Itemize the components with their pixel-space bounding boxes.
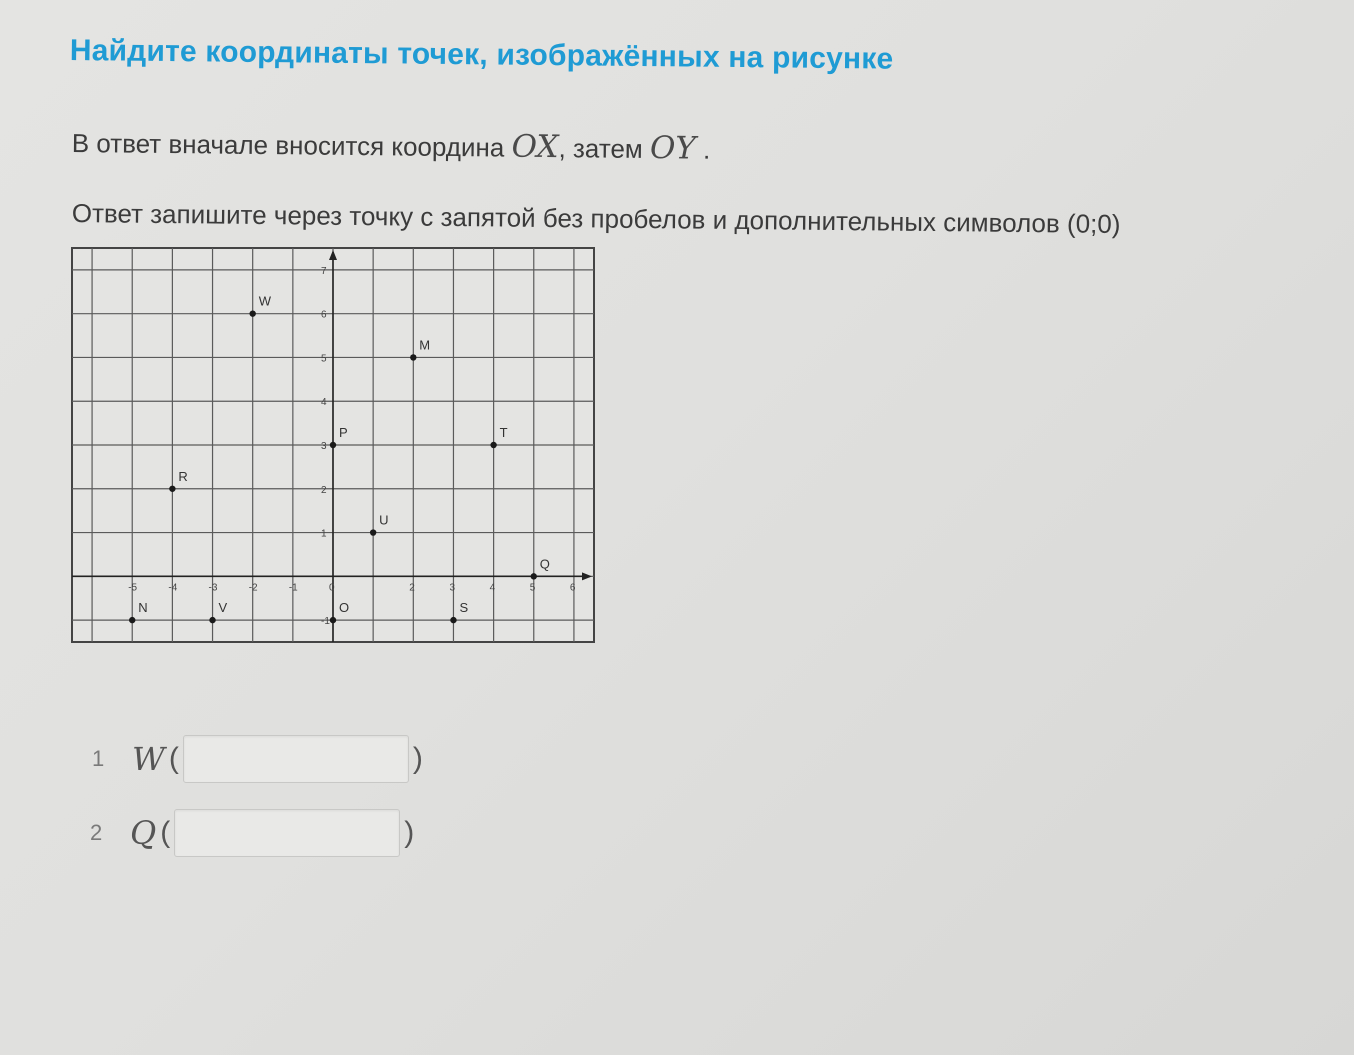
point-marker bbox=[330, 442, 336, 448]
x-tick-label: -3 bbox=[208, 582, 218, 594]
point-label: Q bbox=[539, 556, 550, 572]
answer-row-1 bbox=[92, 735, 427, 783]
point-marker bbox=[129, 617, 135, 623]
x-tick-label: 4 bbox=[489, 582, 496, 594]
point-label: N bbox=[138, 600, 148, 616]
y-tick-label: 3 bbox=[321, 441, 327, 452]
x-tick-label: 3 bbox=[449, 582, 456, 594]
x-tick-label: -5 bbox=[128, 582, 138, 594]
open-paren: ( bbox=[160, 816, 171, 849]
point-label: R bbox=[178, 468, 188, 484]
x-tick-label: 6 bbox=[569, 582, 576, 594]
y-tick-label: 5 bbox=[321, 353, 327, 365]
point-label: U bbox=[379, 512, 389, 528]
point-label: M bbox=[419, 337, 431, 353]
point-marker bbox=[209, 617, 215, 623]
point-marker bbox=[531, 573, 537, 579]
answer-input-w[interactable] bbox=[183, 735, 409, 783]
x-tick-label: 2 bbox=[409, 582, 415, 594]
point-label: V bbox=[218, 600, 228, 616]
axis-y-label: OY bbox=[649, 130, 697, 167]
instruction-prefix: В ответ вначале вносится координа bbox=[71, 127, 505, 163]
open-paren: ( bbox=[168, 742, 179, 775]
x-tick-label: 5 bbox=[529, 582, 536, 594]
format-note: Ответ запишите через точку с запятой без пробелов и дополнительных символов (0;0) bbox=[71, 198, 1121, 239]
y-tick-label: -1 bbox=[321, 616, 330, 628]
axis-x-label: OX bbox=[511, 128, 559, 166]
x-tick-label: -1 bbox=[288, 582, 298, 594]
point-marker bbox=[249, 310, 255, 316]
instruction-middle: , затем bbox=[558, 133, 643, 164]
answer-number: 1 bbox=[92, 746, 105, 771]
y-tick-label: 4 bbox=[321, 397, 327, 409]
answer-variable: Q bbox=[130, 814, 157, 852]
answer-variable: W bbox=[132, 740, 165, 778]
coordinate-grid-chart bbox=[68, 240, 600, 650]
x-tick-label: -2 bbox=[248, 582, 258, 594]
point-label: O bbox=[339, 600, 350, 616]
point-marker bbox=[169, 486, 175, 492]
y-tick-label: 2 bbox=[321, 484, 327, 496]
close-paren: ) bbox=[404, 816, 415, 849]
coordinate-grid-figure bbox=[68, 240, 600, 650]
point-marker bbox=[450, 617, 456, 623]
answer-number: 2 bbox=[90, 820, 103, 845]
y-tick-label: 7 bbox=[321, 265, 327, 277]
x-tick-label: 0 bbox=[329, 582, 335, 594]
answer-row-2 bbox=[90, 809, 418, 857]
instruction-line bbox=[72, 124, 711, 167]
y-tick-label: 1 bbox=[321, 528, 327, 540]
point-marker bbox=[410, 354, 416, 360]
point-label: W bbox=[258, 293, 271, 309]
close-paren: ) bbox=[412, 742, 423, 775]
point-label: P bbox=[339, 425, 348, 440]
task-title: Найдите координаты точек, изображённых на рисунке bbox=[69, 34, 894, 76]
answer-input-q[interactable] bbox=[174, 809, 400, 857]
point-marker bbox=[370, 529, 376, 535]
point-label: S bbox=[459, 600, 469, 616]
point-marker bbox=[490, 442, 496, 448]
point-marker bbox=[330, 617, 336, 623]
y-tick-label: 6 bbox=[321, 309, 327, 321]
instruction-suffix: . bbox=[702, 134, 711, 165]
point-label: T bbox=[499, 425, 508, 440]
x-tick-label: -4 bbox=[168, 582, 178, 594]
